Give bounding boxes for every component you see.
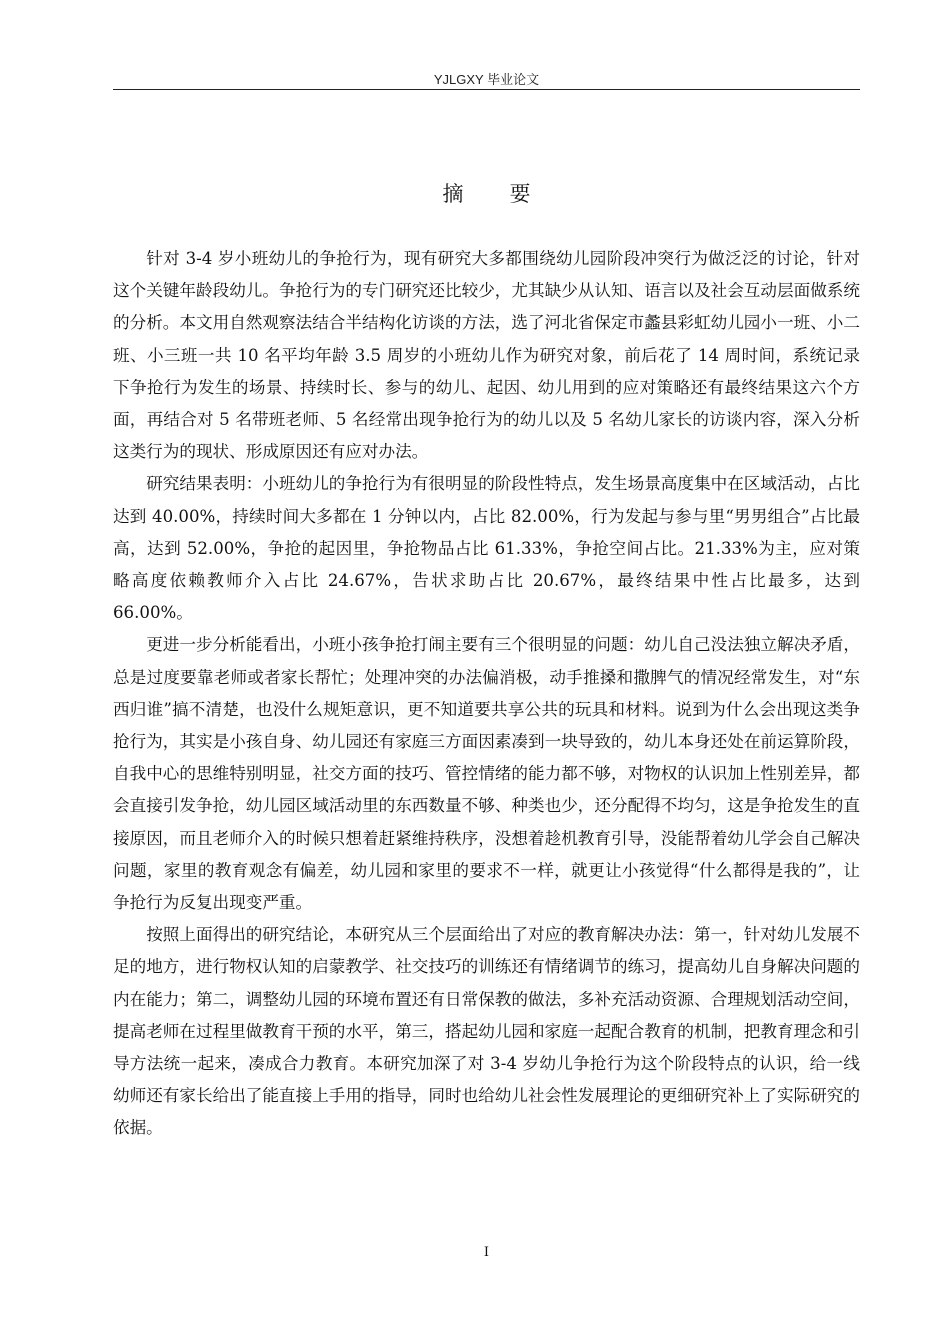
page-number: I	[483, 1245, 490, 1260]
abstract-body	[113, 243, 860, 1145]
running-header: YJLGXY 毕业论文	[433, 72, 540, 87]
abstract-paragraph-4: 按照上面得出的研究结论，本研究从三个层面给出了对应的教育解决办法：第一，针对幼儿发展不足的地方，进行物权认知的启蒙教学、社交技巧的训练还有情绪调节的练习，提高幼儿自身解决问题的内在能力；第二，调整幼儿园的环境布置还有日常保教的做法，多补充活动资源、合理规划活动空间，提高老师在过程里做教育干预的水平，第三，搭起幼儿园和家庭一起配合教育的机制，把教育理念和引导方法统一起来，凑成合力教育。本研究加深了对 3-4 岁幼儿争抢行为这个阶段特点的认识，给一线幼师还有家长给出了能直接上手用的指导，同时也给幼儿社会性发展理论的更细研究补上了实际研究的依据。	[113, 925, 860, 1138]
header-divider	[113, 89, 860, 90]
abstract-paragraph-3: 更进一步分析能看出，小班小孩争抢打闹主要有三个很明显的问题：幼儿自己没法独立解决矛盾，总是过度要靠老师或者家长帮忙；处理冲突的办法偏消极，动手推搡和撒脾气的情况经常发生，对“东西归谁”搞不清楚，也没什么规矩意识，更不知道要共享公共的玩具和材料。说到为什么会出现这类争抢行为，其实是小孩自身、幼儿园还有家庭三方面因素凑到一块导致的，幼儿本身还处在前运算阶段，自我中心的思维特别明显，社交方面的技巧、管控情绪的能力都不够，对物权的认识加上性别差异，都会直接引发争抢，幼儿园区域活动里的东西数量不够、种类也少，还分配得不均匀，这是争抢发生的直接原因，而且老师介入的时候只想着赶紧维持秩序，没想着趁机教育引导，没能帮着幼儿学会自己解决问题，家里的教育观念有偏差，幼儿园和家里的要求不一样，就更让小孩觉得“什么都得是我的”，让争抢行为反复出现变严重。	[113, 635, 860, 913]
abstract-heading-char-2: 要	[509, 182, 531, 206]
abstract-paragraph-2: 研究结果表明：小班幼儿的争抢行为有很明显的阶段性特点，发生场景高度集中在区域活动，占比达到 40.00%，持续时间大多都在 1 分钟以内，占比 82.00%，行为发起与参与里“男男组合”占比最高，达到 52.00%，争抢的起因里，争抢物品占比 61.33%，争抢空间占比。21.33%为主，应对策略高度依赖教师介入占比 24.67%，告状求助占比 20.67%，最终结果中性占比最多，达到 66.00%。	[113, 474, 860, 623]
abstract-paragraph-1: 针对 3-4 岁小班幼儿的争抢行为，现有研究大多都围绕幼儿园阶段冲突行为做泛泛的讨论，针对这个关键年龄段幼儿。争抢行为的专门研究还比较少，尤其缺少从认知、语言以及社会互动层面做系统的分析。本文用自然观察法结合半结构化访谈的方法，选了河北省保定市蠡县彩虹幼儿园小一班、小二班、小三班一共 10 名平均年龄 3.5 周岁的小班幼儿作为研究对象，前后花了 14 周时间，系统记录下争抢行为发生的场景、持续时长、参与的幼儿、起因、幼儿用到的应对策略还有最终结果这六个方面，再结合对 5 名带班老师、5 名经常出现争抢行为的幼儿以及 5 名幼儿家长的访谈内容，深入分析这类行为的现状、形成原因还有应对办法。	[113, 249, 860, 462]
abstract-heading-char-1: 摘	[442, 182, 464, 206]
abstract-heading	[113, 176, 860, 212]
